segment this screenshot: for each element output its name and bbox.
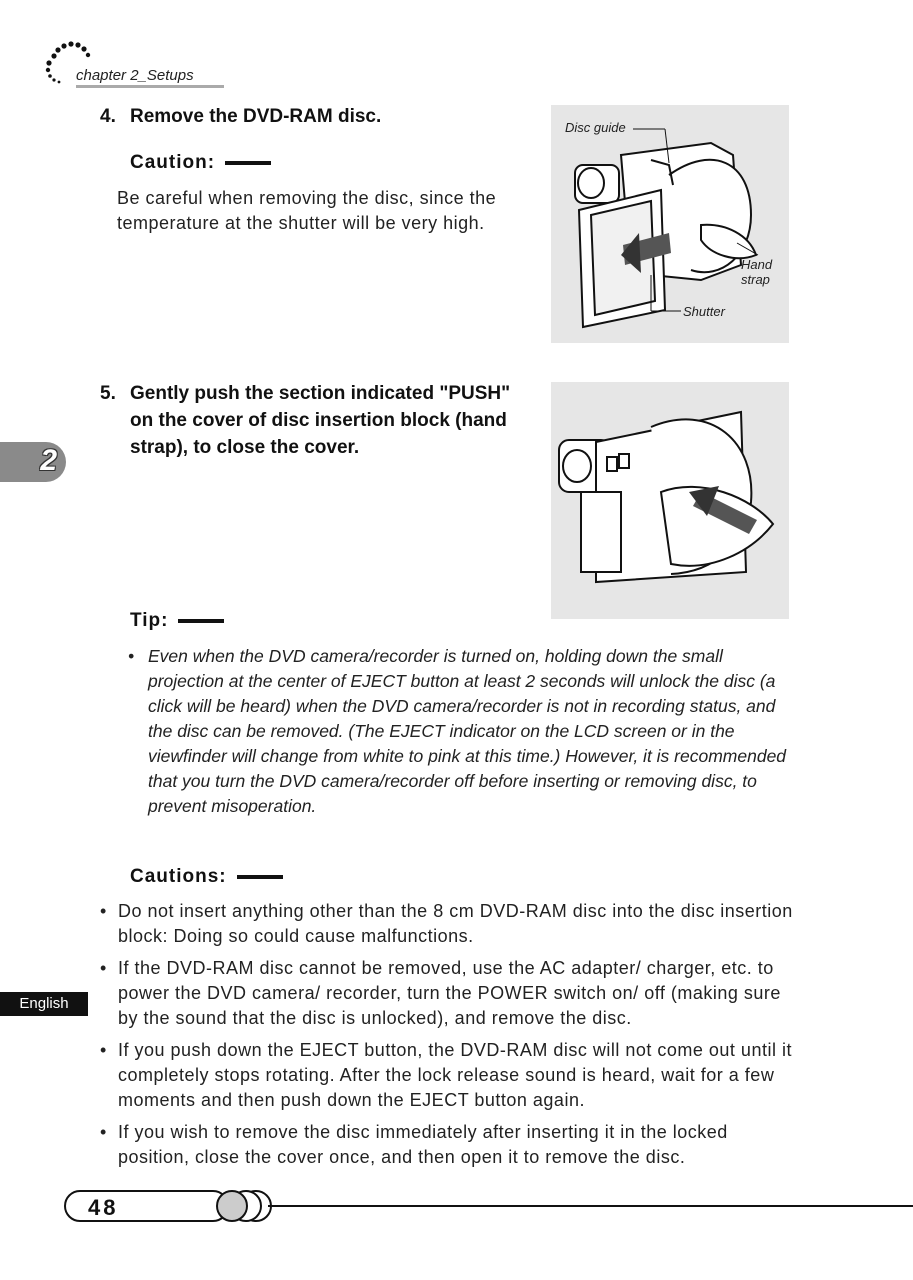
page-number-pill [64, 1190, 229, 1222]
label-hand-strap-1: Hand [741, 257, 773, 272]
step-5-number: 5. [100, 383, 116, 404]
chapter-tab [0, 442, 66, 482]
footer-circles-icon [214, 1188, 276, 1224]
cautions-bar [237, 875, 283, 879]
step-5-title: Gently push the section indicated "PUSH" on the cover of disc insertion block (hand strap), to close the cover. [130, 383, 511, 458]
cautions-label [130, 866, 283, 888]
camcorder-open-illustration [551, 105, 789, 343]
caution-text: Be careful when removing the disc, since the temperature at the shutter will be very high. [117, 188, 497, 233]
cautions-list [98, 899, 793, 1170]
caution-item: • If the DVD-RAM disc cannot be removed, use the AC adapter/ charger, etc. to power the DVD camera/ recorder, turn the POWER switch on/ off (making sure by the sound that the disc is unlocked), and remove the disc. [98, 956, 793, 1031]
tip-bullet: • [128, 646, 135, 666]
footer-rule [268, 1205, 913, 1207]
caution-label [130, 152, 271, 174]
camcorder-closed-illustration [551, 382, 789, 619]
page-number: 48 [88, 1195, 119, 1220]
language-tab: English [0, 992, 88, 1016]
tip-label-text: Tip: [130, 610, 169, 631]
label-hand-strap-2: strap [741, 272, 770, 287]
step-4-title: Remove the DVD-RAM disc. [130, 106, 382, 127]
cautions-label-text: Cautions: [130, 866, 227, 887]
chapter-label: chapter 2_Setups [76, 67, 194, 84]
caution-bar [225, 161, 271, 165]
caution-label-text: Caution: [130, 152, 216, 173]
caution-item: • If you wish to remove the disc immediately after inserting it in the locked position, close the cover once, and then open it to remove the disc. [98, 1120, 793, 1170]
chapter-tab-number: 2 [40, 444, 57, 477]
step-4-number: 4. [100, 106, 116, 127]
caution-item: • If you push down the EJECT button, the DVD-RAM disc will not come out until it completely stops rotating. After the lock release sound is heard, wait for a few moments and then push down the EJECT button again. [98, 1038, 793, 1113]
tip-block [130, 644, 790, 819]
tip-bar [178, 619, 224, 623]
header-rule [76, 85, 224, 88]
chapter-header [44, 40, 224, 92]
figure-remove-disc [551, 105, 789, 343]
tip-text: Even when the DVD camera/recorder is turned on, holding down the small projection at the center of EJECT button at least 2 seconds will unlock the disc (a click will be heard) when the DVD camera/recorder is not in recording status, and the disc can be removed. (The EJECT indicator on the LCD screen or in the viewfinder will change from white to pink at this time.) However, it is recommended that you turn the DVD camera/recorder off before inserting or removing disc, to prevent misoperation. [148, 646, 787, 816]
figure-close-cover [551, 382, 789, 619]
label-disc-guide: Disc guide [565, 120, 626, 135]
caution-item: • Do not insert anything other than the 8 cm DVD-RAM disc into the disc insertion block: Doing so could cause malfunctions. [98, 899, 793, 949]
tip-label [130, 610, 224, 632]
step-4-heading [100, 103, 381, 130]
label-shutter: Shutter [683, 304, 725, 319]
step-5-heading [100, 380, 530, 461]
cautions-list-container [98, 899, 793, 1177]
